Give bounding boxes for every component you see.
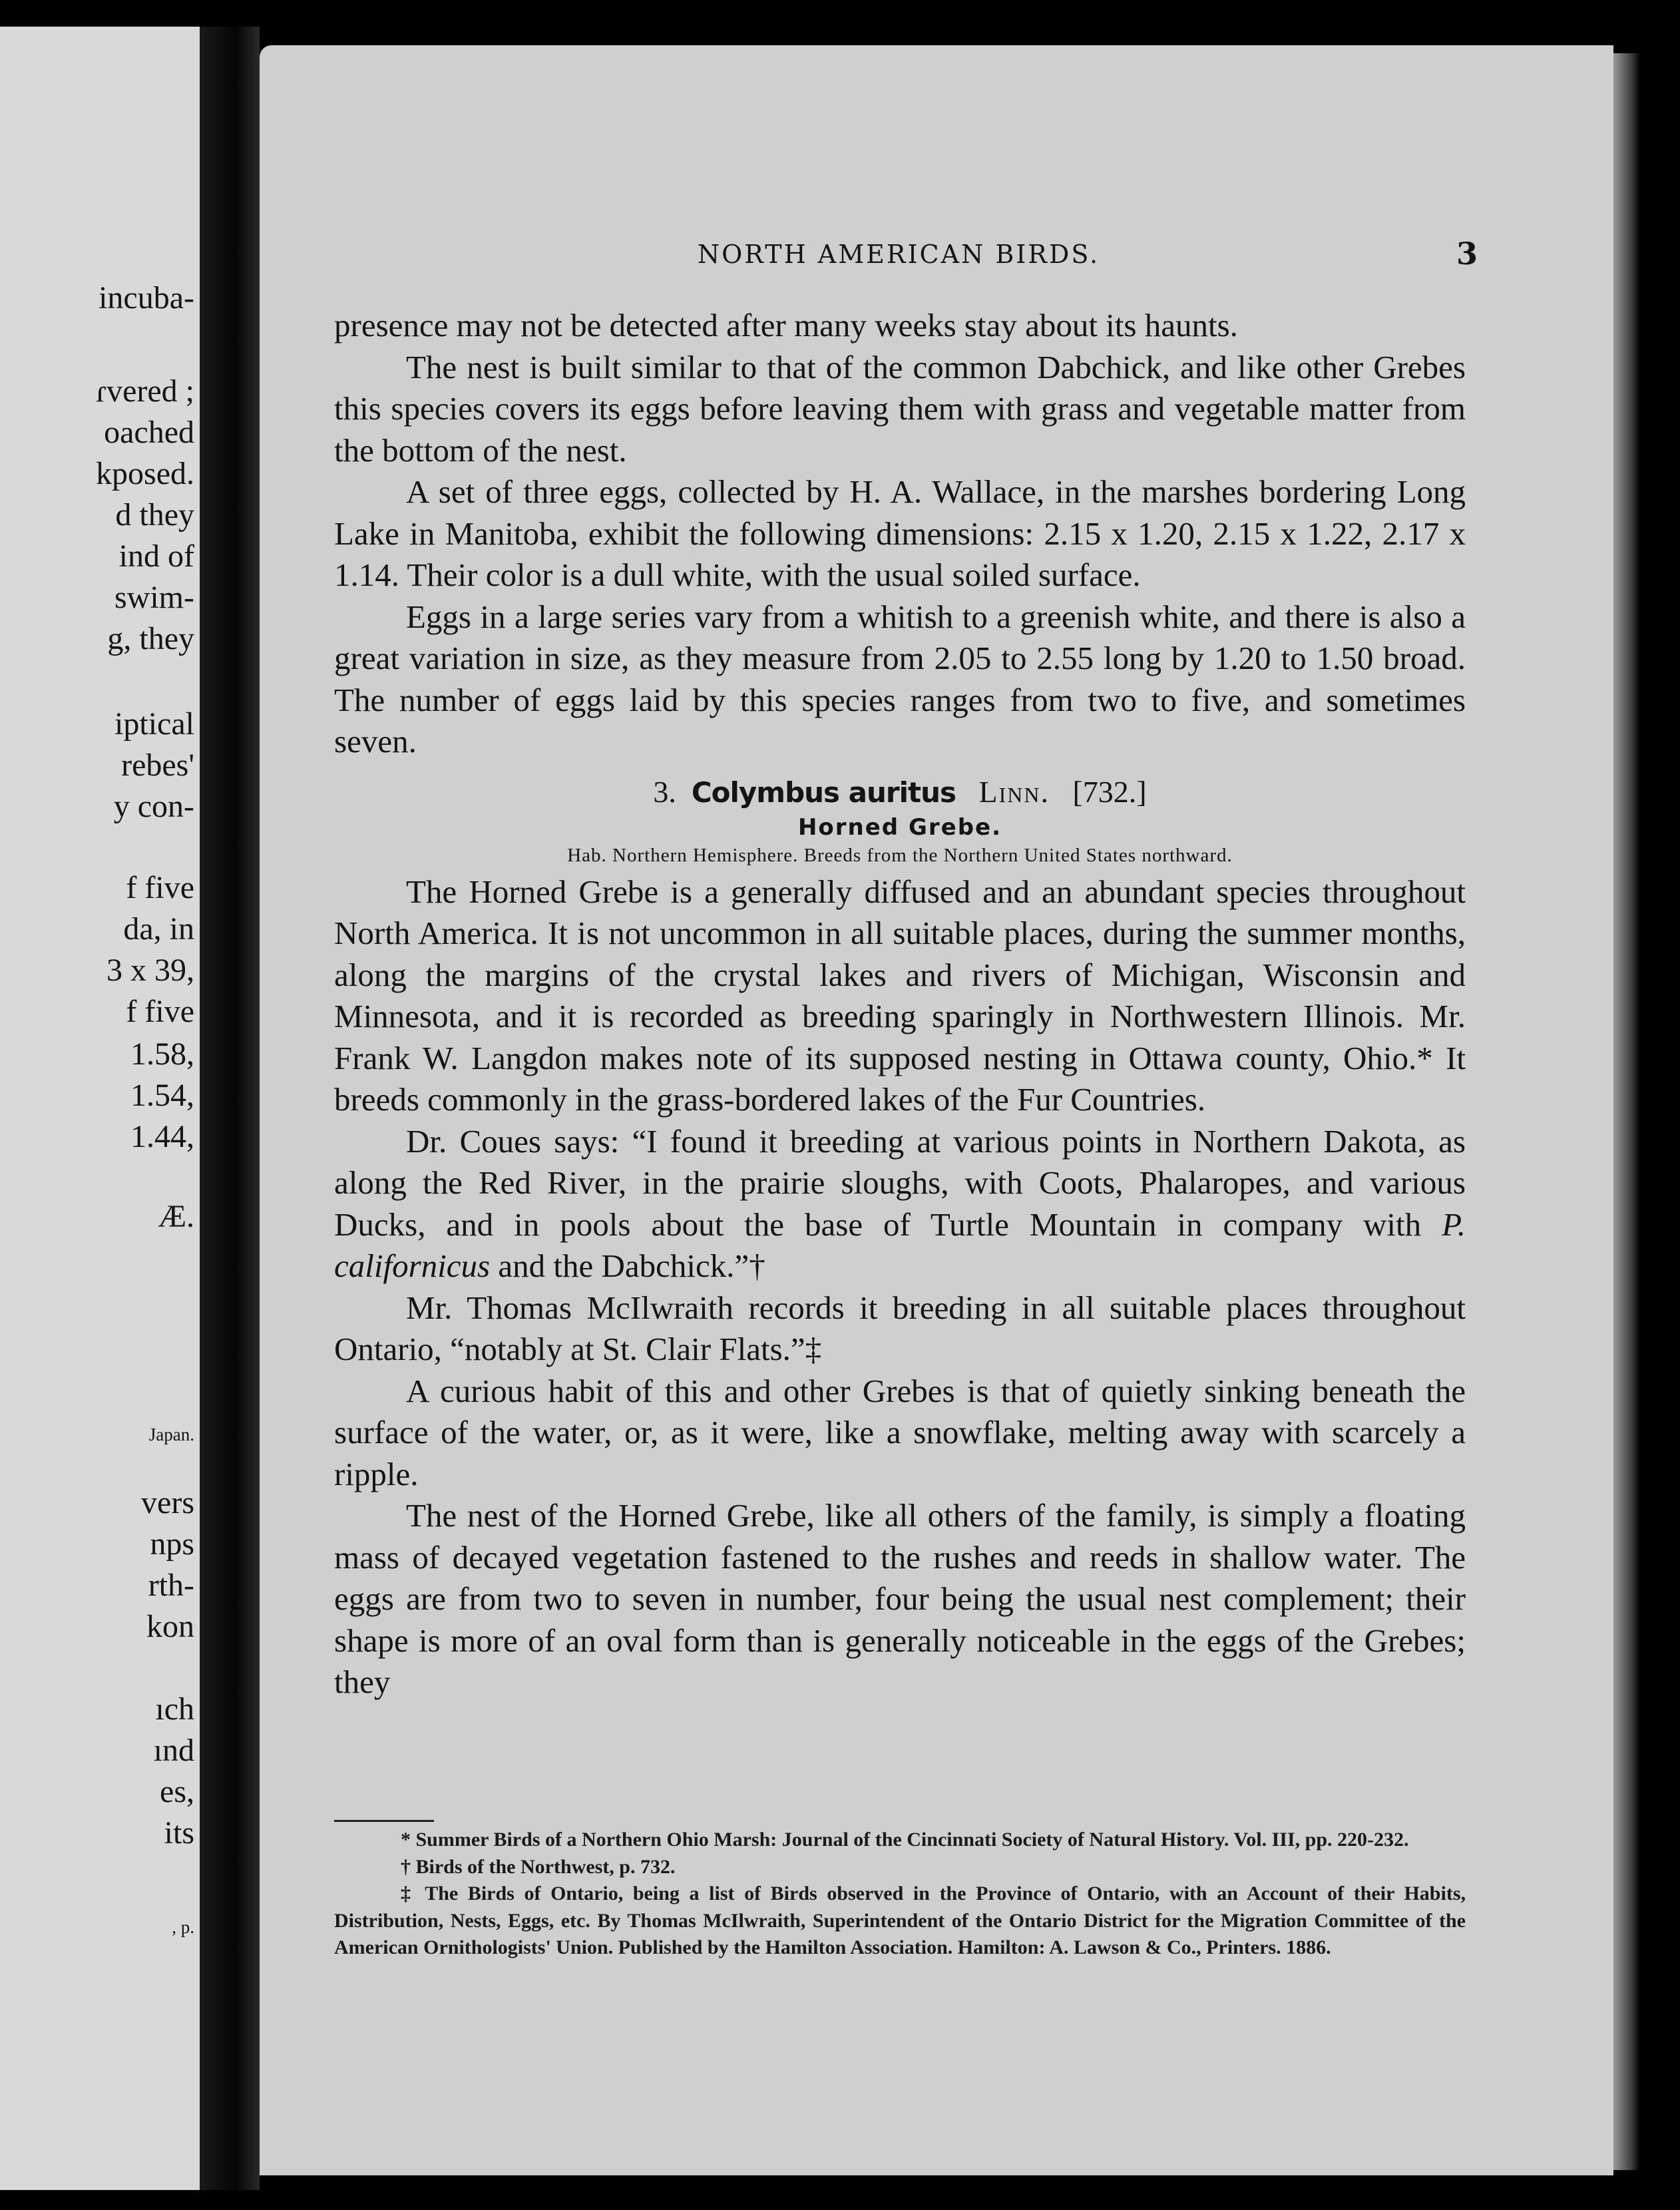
quote-text: Dr. Coues says: “I found it breeding at various points in Northern Dakota, as along the Red River, in the prairie sloughs, with Coots, Phalaropes, and various Ducks, and in pools about the base of Turtle Mountain in company with: [334, 1122, 1466, 1243]
left-page-line: oached: [104, 415, 194, 450]
left-page-line: 3 x 39,: [106, 953, 194, 988]
species-code: [732.]: [1072, 774, 1147, 809]
left-page-line: Æ.: [158, 1199, 194, 1234]
paragraph: The nest of the Horned Grebe, like all others of the family, is simply a floating mass of decayed vegetation fastened to the rushes and reeds in shallow water. The eggs are from two to seven in number, four being the usual nest complement; their shape is more of an oval form than is generally noticeable in the eggs of the Grebes; they: [334, 1497, 1466, 1700]
left-page-line: kposed.: [96, 456, 194, 491]
common-name: Horned Grebe.: [797, 813, 1002, 841]
left-page-line: 1.44,: [130, 1119, 194, 1154]
left-page-line: vers: [141, 1485, 194, 1520]
footnote: ‡ The Birds of Ontario, being a list of Birds observed in the Province of Ontario, with an Account of their Habits, Distribution, Nests, Eggs, etc. By Thomas McIlwraith, Superintendent of the Ontario District for the Migration Committee of the American Ornithologists' Union. Published by the Hamilton Association. Hamilton: A. Lawson & Co., Printers. 1886.: [334, 1882, 1466, 1958]
footnote: * Summer Birds of a Northern Ohio Marsh: Journal of the Cincinnati Society of Natural History. Vol. III, pp. 220-232.: [401, 1829, 1409, 1851]
left-page-line: 1.58,: [130, 1036, 194, 1072]
left-page-line: rebes': [121, 748, 194, 783]
paragraph: A curious habit of this and other Grebes is that of quietly sinking beneath the surface of the water, or, as it were, like a snowflake, melting away with scarcely a ripple.: [334, 1372, 1466, 1492]
left-page-line: iptical: [114, 706, 194, 742]
book-gutter: [200, 27, 260, 2190]
left-page-line: kon: [146, 1609, 194, 1644]
italic-species: P. californicus: [334, 1206, 1466, 1284]
running-head: [333, 236, 1478, 280]
species-author: Linn.: [978, 774, 1050, 809]
quote-end: and the Dabchick.”†: [490, 1247, 765, 1284]
paragraph: A set of three eggs, collected by H. A. Wallace, in the marshes bordering Long Lake in Manitoba, exhibit the following dimensions: 2.15 x 1.20, 2.15 x 1.22, 2.17 x 1.14. Their color is a dull white, with the usual soiled surface.: [334, 473, 1466, 593]
left-page-line: 1.54,: [130, 1078, 194, 1113]
left-facing-page: [0, 27, 200, 2190]
left-page-line: nps: [150, 1526, 194, 1562]
left-page-line: swim-: [114, 580, 194, 615]
left-page-line: Japan.: [148, 1425, 194, 1444]
page-number: 3: [1456, 236, 1478, 272]
left-page-line: d they: [115, 497, 194, 533]
paragraph: The nest is built similar to that of the common Dabchick, and like other Grebes this species covers its eggs before leaving them with grass and vegetable matter from the bottom of the nest.: [334, 348, 1466, 469]
left-page-line: f five: [126, 994, 194, 1029]
paragraph: Mr. Thomas McIlwraith records it breeding in all suitable places throughout Ontario, “notably at St. Clair Flats.”‡: [334, 1289, 1466, 1367]
left-page-line: ɾvered ;: [96, 373, 194, 409]
left-page-line: ınd: [153, 1733, 194, 1768]
paragraph: presence may not be detected after many weeks stay about its haunts.: [334, 307, 1238, 343]
left-page-line: rth-: [148, 1568, 194, 1603]
paragraph: [334, 1121, 1466, 1287]
page-edge: [1613, 53, 1640, 2170]
footnotes: [334, 1827, 1466, 1962]
body-text: [334, 305, 1466, 1703]
paragraph: Eggs in a large series vary from a whitish to a greenish white, and there is also a great variation in size, as they measure from 2.05 to 2.55 long by 1.20 to 1.50 broad. The number of eggs laid by this species ranges from two to five, and sometimes seven.: [334, 598, 1466, 760]
paragraph: The Horned Grebe is a generally diffused and an abundant species throughout North America. It is not uncommon in all suitable places, during the summer months, along the margins of the crystal lakes and rivers of Michigan, Wisconsin and Minnesota, and it is recorded as breeding sparingly in Northwestern Illinois. Mr. Frank W. Langdon makes note of its supposed nesting in Ottawa county, Ohio.* It breeds commonly in the grass-bordered lakes of the Fur Countries.: [334, 873, 1466, 1118]
left-page-line: y con-: [113, 789, 194, 824]
species-heading: [334, 772, 1466, 813]
habitat-line: Hab. Northern Hemisphere. Breeds from the Northern United States northward.: [567, 844, 1233, 866]
left-page-line: its: [164, 1815, 194, 1851]
footnote: † Birds of the Northwest, p. 732.: [401, 1855, 676, 1878]
species-name: Colymbus auritus: [691, 775, 956, 809]
left-page-line: f five: [126, 870, 194, 905]
running-title: NORTH AMERICAN BIRDS.: [697, 240, 1100, 269]
left-page-line: incuba-: [99, 280, 194, 316]
left-page-line: ind of: [118, 539, 194, 574]
left-page-line: ıch: [155, 1691, 194, 1727]
left-page-line: , p.: [172, 1917, 194, 1937]
left-page-line: g, they: [107, 621, 194, 656]
species-number: 3.: [653, 774, 676, 809]
left-page-line: da, in: [123, 911, 194, 947]
footnote-rule: [334, 1820, 434, 1822]
left-page-line: es,: [160, 1774, 194, 1809]
